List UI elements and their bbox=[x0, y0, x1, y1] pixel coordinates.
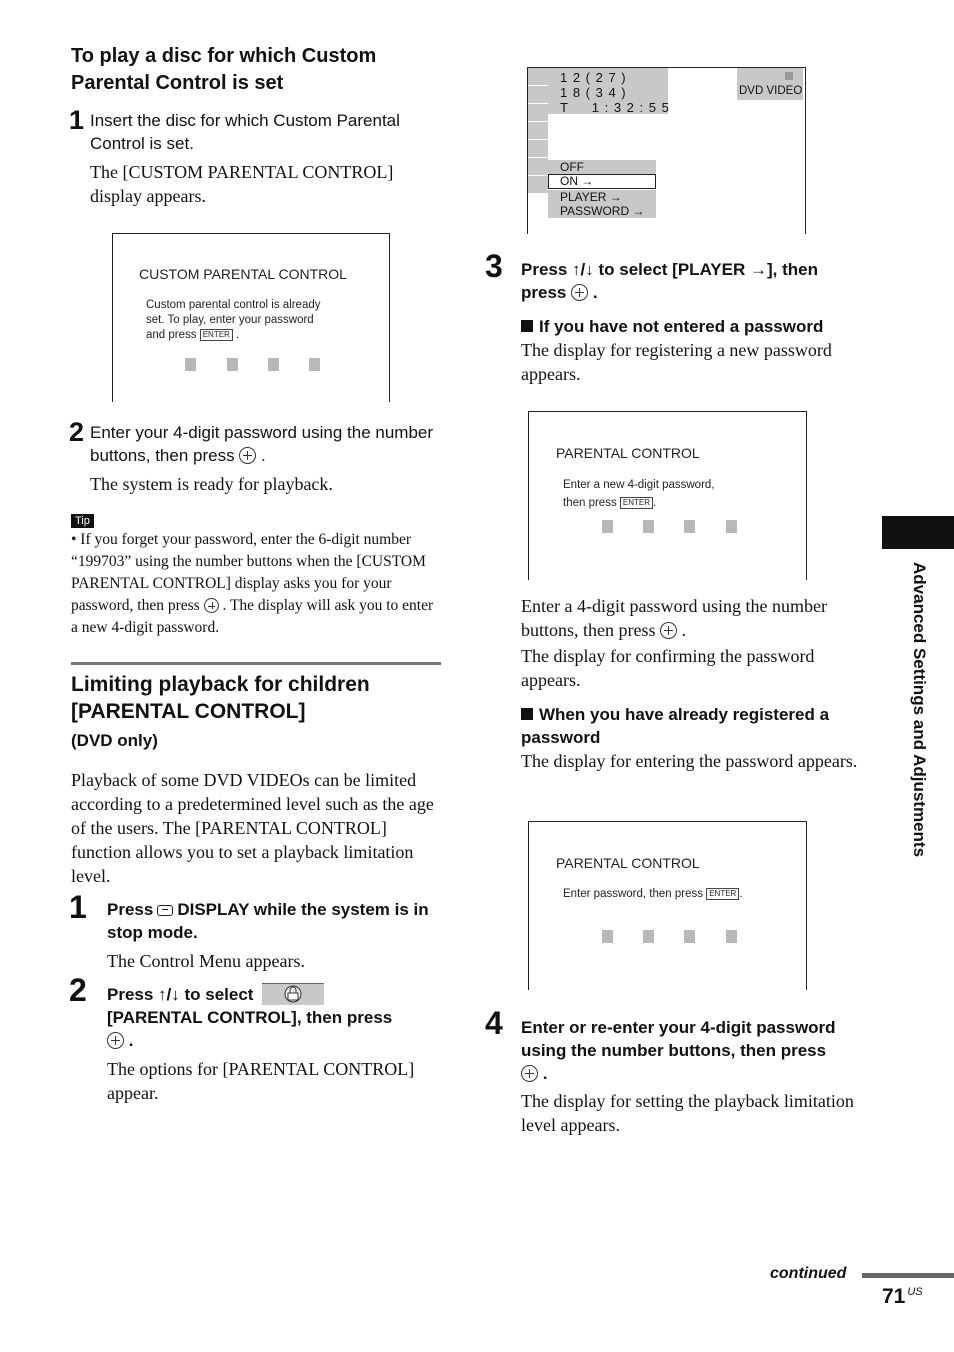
section-divider bbox=[71, 662, 441, 665]
disc-indicator bbox=[785, 72, 793, 80]
continued-label: continued bbox=[770, 1265, 847, 1282]
step-text: DISPLAY while the system is in stop mode. bbox=[107, 900, 429, 942]
step1-text: Insert the disc for which Custom Parental Control is set. bbox=[90, 111, 400, 153]
screen-message-line: Enter a new 4-digit password, bbox=[563, 479, 715, 491]
menu-option-off[interactable]: OFF bbox=[548, 160, 656, 174]
step-number: 2 bbox=[69, 417, 85, 447]
confirm-step-result: The display for confirming the password appears. bbox=[521, 646, 815, 690]
menu-icon-slot bbox=[528, 140, 548, 158]
parental-control-menu-icon bbox=[262, 983, 324, 1005]
step2-text: Enter your 4-digit password using the number buttons, then press . bbox=[90, 423, 434, 465]
parental-step2-result: The options for [PARENTAL CONTROL] appear. bbox=[107, 1059, 415, 1103]
password-digit-box bbox=[726, 520, 737, 533]
screen-title: CUSTOM PARENTAL CONTROL bbox=[139, 266, 347, 282]
heading-text: When you have already registered a password bbox=[521, 705, 830, 747]
custom-parental-screen bbox=[112, 233, 390, 402]
enter-button-icon bbox=[107, 1032, 124, 1049]
section-subheading: (DVD only) bbox=[71, 731, 158, 750]
parental-step1-result: The Control Menu appears. bbox=[107, 951, 305, 971]
square-bullet-icon bbox=[521, 708, 533, 720]
password-digit-box bbox=[227, 358, 238, 371]
tip-badge: Tip bbox=[71, 514, 94, 528]
registered-body: The display for entering the password appears. bbox=[521, 751, 858, 771]
disc-type-panel bbox=[737, 68, 803, 100]
screen-message-line: and press ENTER . bbox=[146, 329, 240, 341]
screen-title: PARENTAL CONTROL bbox=[556, 445, 700, 461]
screen-message bbox=[563, 476, 793, 512]
disc-type: DVD VIDEO bbox=[739, 85, 803, 97]
step-text: Press ↑/↓ to select [PLAYER →], then press bbox=[521, 260, 818, 302]
screen-message-line: Custom parental control is already bbox=[146, 299, 321, 311]
continued-rule bbox=[862, 1273, 954, 1278]
step-number: 2 bbox=[69, 972, 87, 1008]
enter-button-icon bbox=[521, 1065, 538, 1082]
step2-text-content: Enter your 4-digit password using the number buttons, then press bbox=[90, 423, 434, 465]
password-digit-box bbox=[643, 520, 654, 533]
step3-text: Press ↑/↓ to select [PLAYER →], then press . bbox=[521, 260, 818, 302]
custom-parental-heading: To play a disc for which Custom Parental Control is set bbox=[71, 45, 377, 94]
parental-step2-text: Press ↑/↓ to select [PARENTAL CONTROL], then press . bbox=[107, 985, 393, 1050]
tip-text-a: • If you forget your password, enter the 6-digit number “199703” using the number buttons when the [CUSTOM PARENTAL CONTROL] display asks you for your password, then press bbox=[71, 531, 426, 614]
no-password-body: The display for registering a new password appears. bbox=[521, 340, 832, 384]
password-digit-box bbox=[602, 520, 613, 533]
page-region-suffix: US bbox=[907, 1286, 923, 1298]
confirm-step-text: Enter a 4-digit password using the number buttons, then press . bbox=[521, 596, 827, 640]
new-password-screen bbox=[528, 411, 807, 580]
section-intro: Playback of some DVD VIDEOs can be limited according to a predetermined level such as the age of the users. The [PARENTAL CONTROL] function allows you to set a playback limitation level. bbox=[71, 770, 434, 886]
step-number: 3 bbox=[485, 248, 503, 284]
menu-icon-column bbox=[528, 68, 548, 234]
menu-icon-slot bbox=[528, 86, 548, 104]
disc-info-line: T 1 : 3 2 : 5 5 bbox=[560, 100, 670, 115]
screen-message-text: Enter password, then press bbox=[563, 888, 703, 900]
menu-option-player[interactable]: PLAYER → bbox=[560, 190, 622, 204]
step1-result: The [CUSTOM PARENTAL CONTROL] display appears. bbox=[90, 162, 394, 206]
password-digit-box bbox=[268, 358, 279, 371]
password-digit-box bbox=[602, 930, 613, 943]
menu-option-on[interactable]: ON → bbox=[548, 174, 656, 189]
parental-step1-text bbox=[107, 898, 442, 944]
page-number bbox=[882, 1285, 923, 1309]
step4-result: The display for setting the playback limitation level appears. bbox=[521, 1091, 854, 1135]
page-number-value: 71 bbox=[882, 1285, 906, 1308]
step-text: Enter or re-enter your 4-digit password using the number buttons, then press bbox=[521, 1018, 836, 1060]
menu-icon-slot bbox=[528, 122, 548, 140]
enter-button-icon bbox=[571, 284, 588, 301]
square-bullet-icon bbox=[521, 320, 533, 332]
password-digit-box bbox=[185, 358, 196, 371]
tip-text bbox=[71, 529, 441, 639]
disc-info-line: 1 8 ( 3 4 ) bbox=[560, 85, 627, 100]
heading-text: If you have not entered a password bbox=[539, 317, 824, 336]
step2-result: The system is ready for playback. bbox=[90, 474, 333, 494]
enter-button-icon bbox=[204, 598, 219, 613]
screen-message-text: and press bbox=[146, 329, 197, 341]
menu-icon-slot bbox=[528, 104, 548, 122]
menu-icon-slot bbox=[528, 176, 548, 193]
screen-message-text: then press bbox=[563, 497, 617, 509]
disc-info-panel bbox=[548, 68, 668, 114]
step-number: 4 bbox=[485, 1005, 503, 1041]
step-text: Press ↑/↓ to select bbox=[107, 985, 254, 1004]
body-text: Enter a 4-digit password using the number buttons, then press bbox=[521, 596, 827, 640]
step-number: 1 bbox=[69, 889, 87, 925]
password-digit-box bbox=[309, 358, 320, 371]
step-text: [PARENTAL CONTROL], then press bbox=[107, 1008, 393, 1027]
enter-key-label: ENTER bbox=[200, 329, 233, 341]
screen-message-line: set. To play, enter your password bbox=[146, 314, 314, 326]
password-digit-box bbox=[684, 520, 695, 533]
tip-text-b: . The display will ask you to enter a new 4-digit password. bbox=[71, 597, 434, 636]
menu-icon-slot bbox=[528, 158, 548, 176]
lock-icon bbox=[262, 984, 324, 1005]
step-text: Press bbox=[107, 900, 154, 919]
section-heading: Limiting playback for children [PARENTAL CONTROL] bbox=[71, 673, 370, 723]
screen-message bbox=[146, 298, 376, 343]
step-number: 1 bbox=[69, 105, 85, 135]
menu-sub-options bbox=[548, 190, 656, 218]
enter-key-label: ENTER bbox=[706, 888, 739, 900]
password-digit-box bbox=[643, 930, 654, 943]
enter-button-icon bbox=[660, 622, 677, 639]
enter-password-screen bbox=[528, 821, 807, 990]
display-button-icon bbox=[157, 905, 173, 916]
password-digit-box bbox=[726, 930, 737, 943]
password-digit-box bbox=[684, 930, 695, 943]
no-password-heading bbox=[521, 315, 866, 338]
disc-info-line: 1 2 ( 2 7 ) bbox=[560, 70, 627, 85]
side-tab-label: Advanced Settings and Adjustments bbox=[910, 562, 929, 858]
screen-message: Enter password, then press ENTER . bbox=[563, 888, 743, 900]
menu-option-password[interactable]: PASSWORD → bbox=[560, 204, 645, 218]
control-menu-screen bbox=[527, 67, 806, 234]
screen-message-line: then press ENTER . bbox=[563, 497, 657, 509]
step4-text: Enter or re-enter your 4-digit password using the number buttons, then press . bbox=[521, 1018, 836, 1083]
enter-key-label: ENTER bbox=[620, 497, 653, 509]
side-tab-marker bbox=[882, 516, 954, 549]
enter-button-icon bbox=[239, 447, 256, 464]
registered-heading bbox=[521, 703, 866, 749]
menu-icon-slot bbox=[528, 68, 548, 86]
screen-title: PARENTAL CONTROL bbox=[556, 855, 700, 871]
